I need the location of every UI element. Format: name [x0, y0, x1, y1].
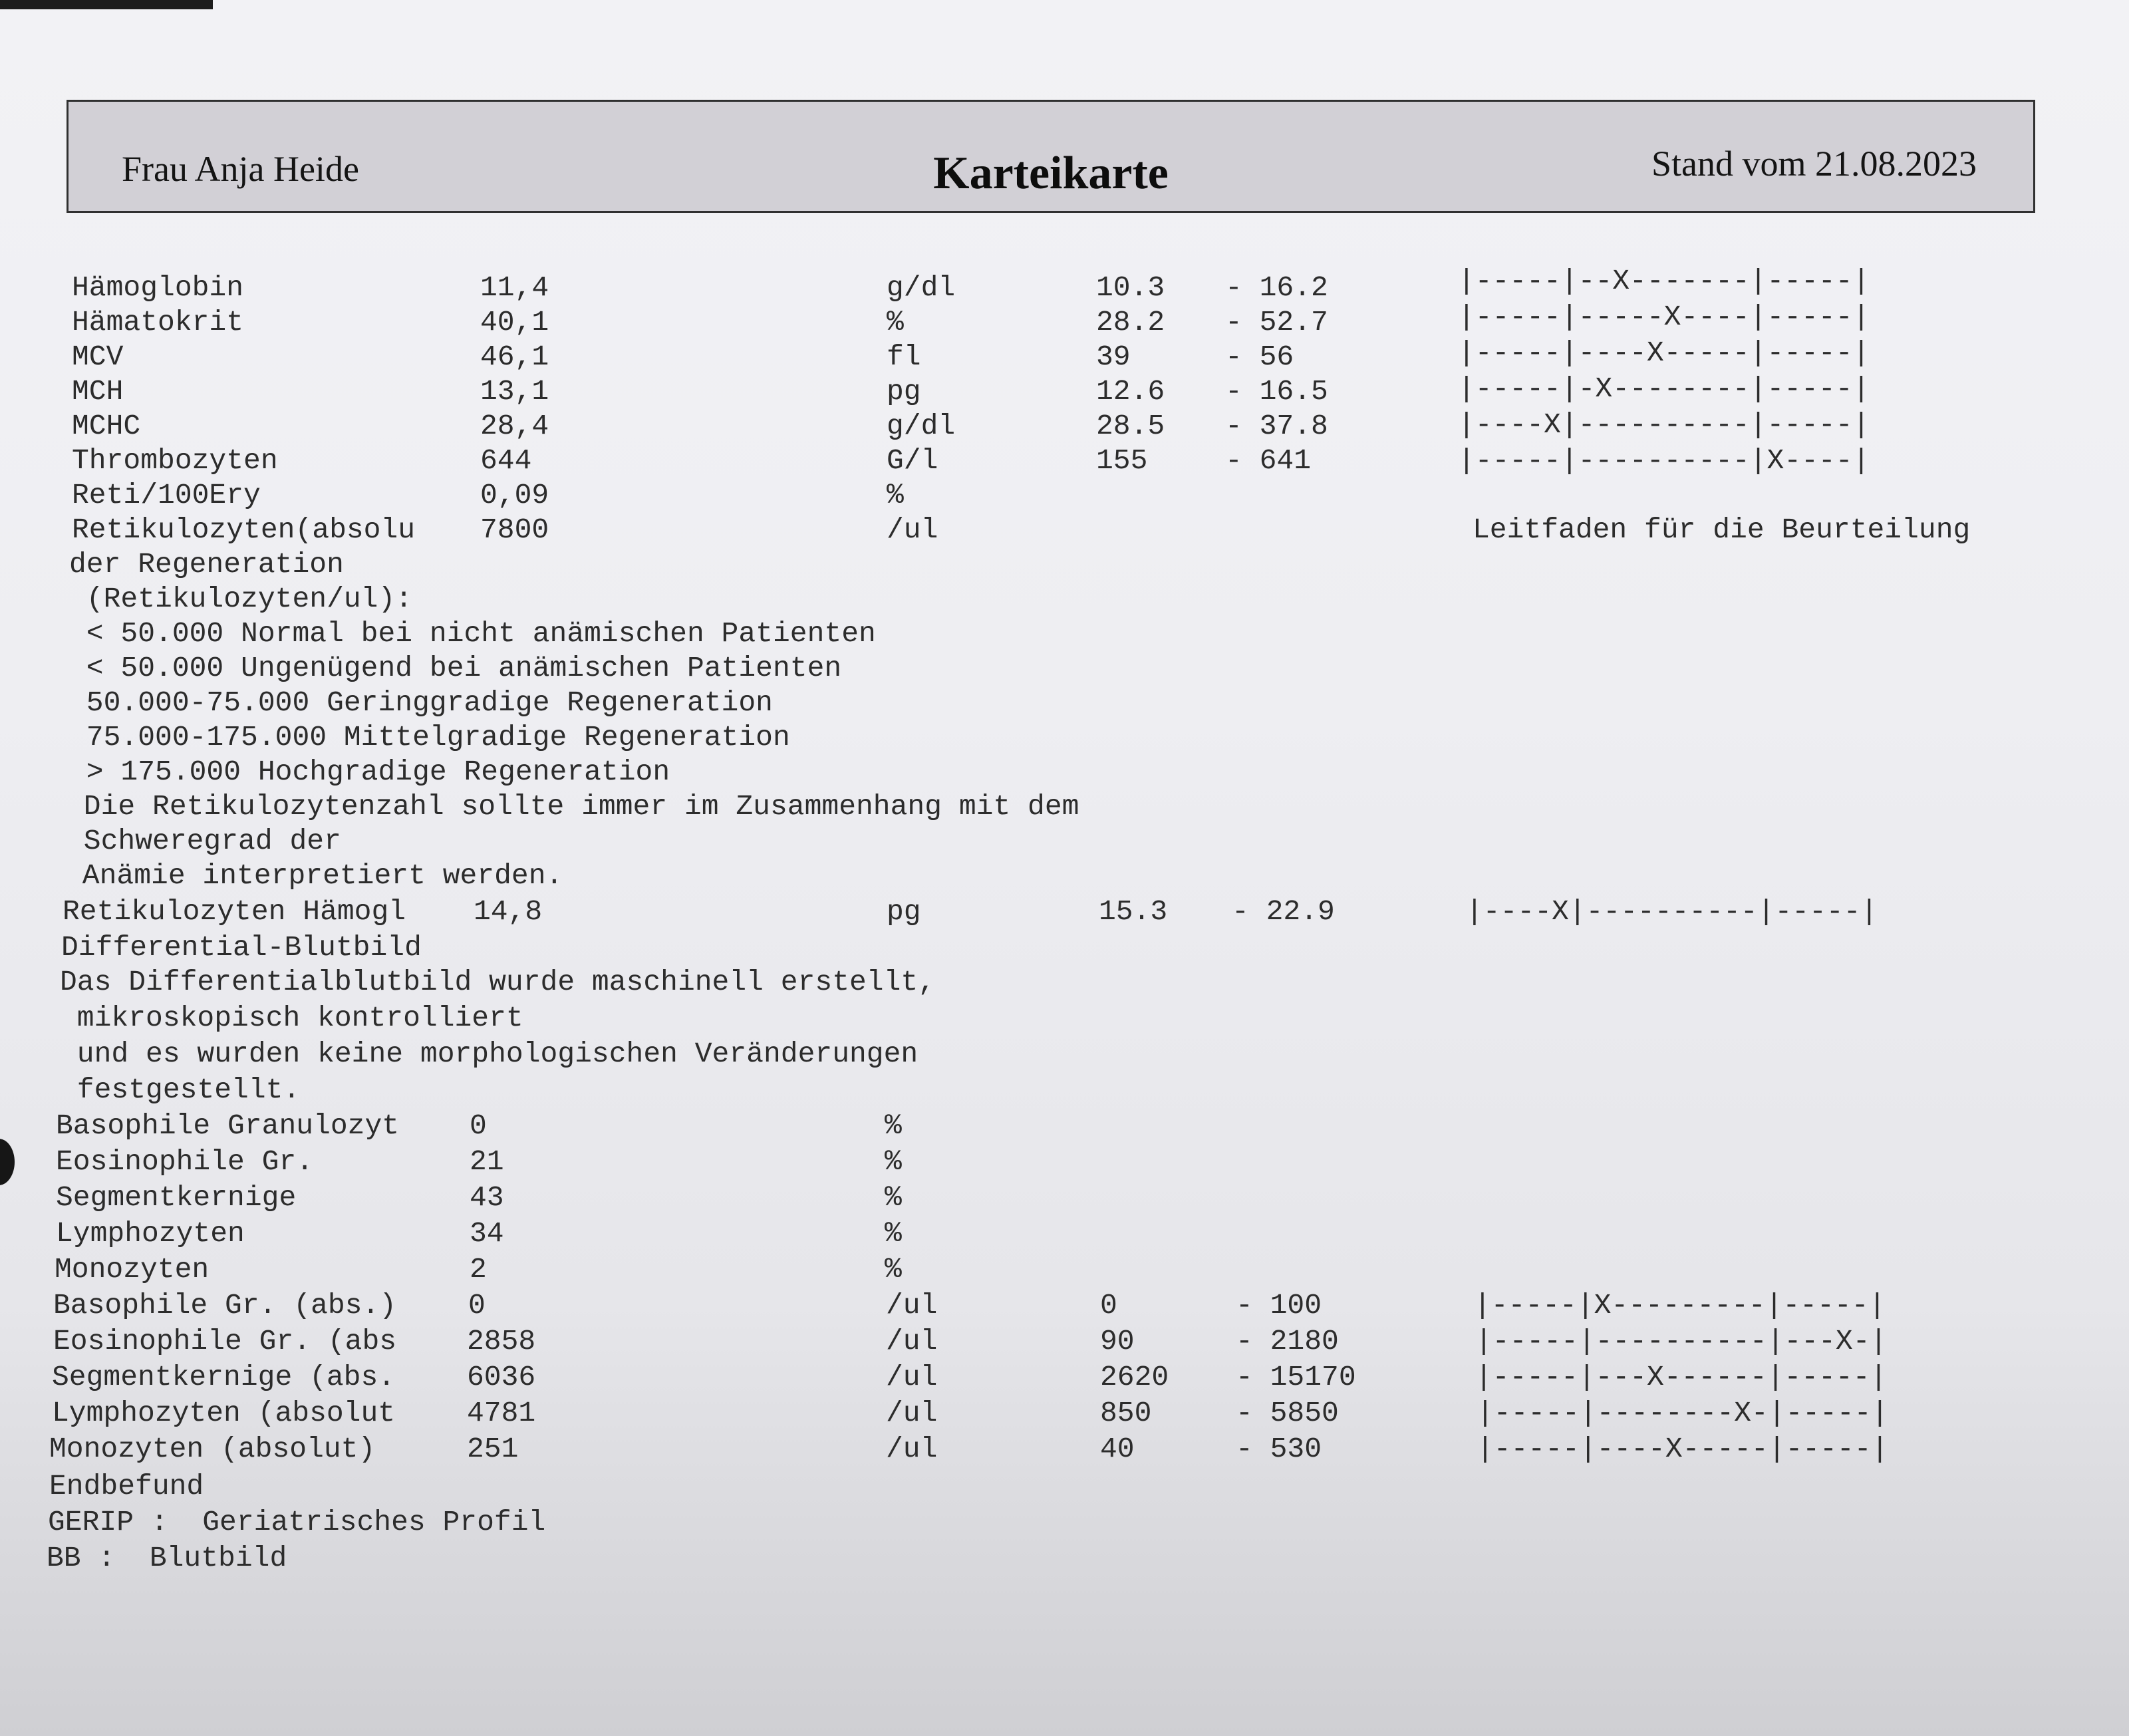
guide-line: 75.000-175.000 Mittelgradige Regeneration: [69, 721, 790, 754]
range-high: - 52.7: [1225, 306, 1328, 339]
guide-line: Die Retikulozytenzahl sollte immer im Zusammenhang mit dem: [67, 790, 1079, 823]
range-high: - 16.5: [1225, 375, 1328, 408]
result-value: 13,1: [480, 375, 549, 408]
footer-line: Endbefund: [49, 1470, 204, 1503]
range-indicator: |-----|-----X----|-----|: [1458, 301, 1870, 333]
result-value: 2: [470, 1253, 487, 1286]
guide-line: 50.000-75.000 Geringgradige Regeneration: [69, 686, 773, 719]
result-value: 2858: [467, 1325, 536, 1358]
guide-heading: Leitfaden für die Beurteilung: [1473, 513, 1971, 546]
range-indicator: |-----|----------|---X-|: [1475, 1325, 1888, 1358]
result-row: [0, 479, 2129, 515]
result-row: [0, 337, 2129, 376]
guide-line: < 50.000 Ungenügend bei anämischen Patienten: [69, 652, 842, 684]
result-unit: %: [885, 1181, 902, 1214]
result-value: 0,09: [480, 479, 549, 511]
result-name: Eosinophile Gr.: [56, 1145, 314, 1178]
result-unit: g/dl: [887, 271, 956, 304]
diff-line: Das Differentialblutbild wurde maschinell erstellt,: [60, 966, 936, 998]
result-unit: %: [885, 1217, 902, 1250]
result-unit: pg: [887, 895, 921, 928]
result-value: 11,4: [480, 271, 549, 304]
range-indicator: |-----|--------X-|-----|: [1477, 1397, 1889, 1429]
guide-line: > 175.000 Hochgradige Regeneration: [69, 756, 670, 788]
result-row: [0, 1289, 2129, 1325]
range-low: 12.6: [1096, 375, 1165, 408]
result-name: Hämoglobin: [72, 271, 244, 304]
result-value: 7800: [480, 513, 549, 546]
range-low: 10.3: [1096, 271, 1165, 304]
range-low: 28.5: [1096, 410, 1165, 442]
range-high: - 641: [1225, 444, 1312, 477]
result-name: Lymphozyten: [56, 1217, 245, 1250]
result-name: Monozyten: [55, 1253, 210, 1286]
footer-line: BB : Blutbild: [47, 1542, 287, 1574]
result-name: Hämatokrit: [72, 306, 244, 339]
result-name: Monozyten (absolut): [49, 1433, 376, 1465]
result-row: [0, 1361, 2129, 1397]
guide-line: Anämie interpretiert werden.: [65, 859, 563, 892]
range-indicator: |-----|---X------|-----|: [1475, 1361, 1888, 1393]
footer-line: GERIP : Geriatrisches Profil: [48, 1506, 546, 1538]
result-value: 0: [470, 1109, 487, 1142]
result-value: 251: [467, 1433, 519, 1465]
range-indicator: |-----|--X-------|-----|: [1458, 265, 1870, 297]
guide-line: < 50.000 Normal bei nicht anämischen Patienten: [69, 617, 876, 650]
result-row: [0, 1145, 2129, 1181]
range-indicator: |-----|X---------|-----|: [1474, 1289, 1886, 1322]
result-row: [0, 513, 2129, 549]
result-name: Segmentkernige (abs.: [52, 1361, 396, 1393]
range-high: - 15170: [1236, 1361, 1356, 1393]
guide-line: der Regeneration: [69, 548, 344, 581]
result-value: 34: [470, 1217, 504, 1250]
result-value: 46,1: [480, 341, 549, 373]
result-row: [0, 895, 2129, 931]
diff-line: mikroskopisch kontrolliert: [60, 1002, 523, 1034]
range-indicator: |----X|----------|-----|: [1466, 895, 1878, 928]
result-row: [0, 1217, 2129, 1253]
result-unit: /ul: [886, 1325, 938, 1358]
patient-name: Frau Anja Heide: [122, 149, 359, 189]
result-value: 4781: [467, 1397, 536, 1429]
range-indicator: |-----|-X--------|-----|: [1458, 372, 1870, 405]
result-unit: g/dl: [887, 410, 956, 442]
result-unit: %: [885, 1109, 902, 1142]
guide-line: Schweregrad der: [67, 825, 341, 857]
result-row: [0, 1109, 2129, 1145]
result-name: Thrombozyten: [72, 444, 278, 477]
range-low: 28.2: [1096, 306, 1165, 339]
result-name: Retikulozyten(absolu: [72, 513, 416, 546]
result-name: MCHC: [72, 410, 141, 442]
result-value: 43: [470, 1181, 504, 1214]
diff-line: Differential-Blutbild: [61, 931, 422, 964]
guide-line: (Retikulozyten/ul):: [69, 583, 413, 615]
result-unit: /ul: [887, 513, 938, 546]
range-high: - 56: [1225, 341, 1294, 373]
result-row: [0, 1253, 2129, 1289]
result-value: 0: [468, 1289, 486, 1322]
report-date: Stand vom 21.08.2023: [1651, 144, 1977, 184]
result-name: MCV: [72, 341, 124, 373]
result-value: 14,8: [474, 895, 543, 928]
range-high: - 5850: [1236, 1397, 1339, 1429]
result-value: 6036: [467, 1361, 536, 1393]
result-unit: pg: [887, 375, 921, 408]
result-row: [0, 1433, 2129, 1469]
range-high: - 37.8: [1225, 410, 1328, 442]
diff-line: festgestellt.: [60, 1074, 301, 1106]
result-name: MCH: [72, 375, 124, 408]
result-value: 21: [470, 1145, 504, 1178]
result-row: [0, 1181, 2129, 1217]
range-indicator: |-----|----------|X----|: [1458, 444, 1870, 477]
range-low: 39: [1096, 341, 1131, 373]
result-name: Lymphozyten (absolut: [52, 1397, 396, 1429]
result-unit: fl: [887, 341, 921, 373]
result-row: [0, 372, 2129, 411]
result-value: 28,4: [480, 410, 549, 442]
result-unit: %: [887, 306, 904, 339]
result-row: [0, 1397, 2129, 1433]
range-low: 850: [1100, 1397, 1152, 1429]
result-value: 644: [480, 444, 532, 477]
result-unit: /ul: [886, 1397, 938, 1429]
result-name: Basophile Gr. (abs.): [53, 1289, 397, 1322]
range-high: - 530: [1236, 1433, 1322, 1465]
range-high: - 16.2: [1225, 271, 1328, 304]
range-low: 15.3: [1099, 895, 1168, 928]
result-row: [0, 1325, 2129, 1361]
result-name: Segmentkernige: [56, 1181, 297, 1214]
result-unit: %: [885, 1145, 902, 1178]
result-name: Eosinophile Gr. (abs: [53, 1325, 397, 1358]
result-unit: %: [887, 479, 904, 511]
result-unit: /ul: [886, 1433, 938, 1465]
range-low: 155: [1096, 444, 1148, 477]
range-low: 0: [1100, 1289, 1117, 1322]
range-high: - 100: [1236, 1289, 1322, 1322]
result-value: 40,1: [480, 306, 549, 339]
range-low: 40: [1100, 1433, 1135, 1465]
result-name: Retikulozyten Hämogl: [63, 895, 406, 928]
document-title: Karteikarte: [933, 148, 1169, 199]
range-high: - 22.9: [1232, 895, 1335, 928]
range-low: 2620: [1100, 1361, 1169, 1393]
range-indicator: |-----|----X-----|-----|: [1458, 337, 1870, 369]
result-unit: %: [885, 1253, 902, 1286]
diff-line: und es wurden keine morphologischen Veränderungen: [60, 1038, 919, 1070]
result-unit: /ul: [886, 1289, 938, 1322]
range-indicator: |----X|----------|-----|: [1458, 408, 1870, 441]
result-unit: /ul: [886, 1361, 938, 1393]
result-row: [0, 444, 2129, 480]
result-row: [0, 410, 2129, 446]
range-low: 90: [1100, 1325, 1135, 1358]
result-name: Basophile Granulozyt: [56, 1109, 400, 1142]
result-name: Reti/100Ery: [72, 479, 261, 511]
range-indicator: |-----|----X-----|-----|: [1477, 1433, 1889, 1465]
range-high: - 2180: [1236, 1325, 1339, 1358]
result-unit: G/l: [887, 444, 938, 477]
